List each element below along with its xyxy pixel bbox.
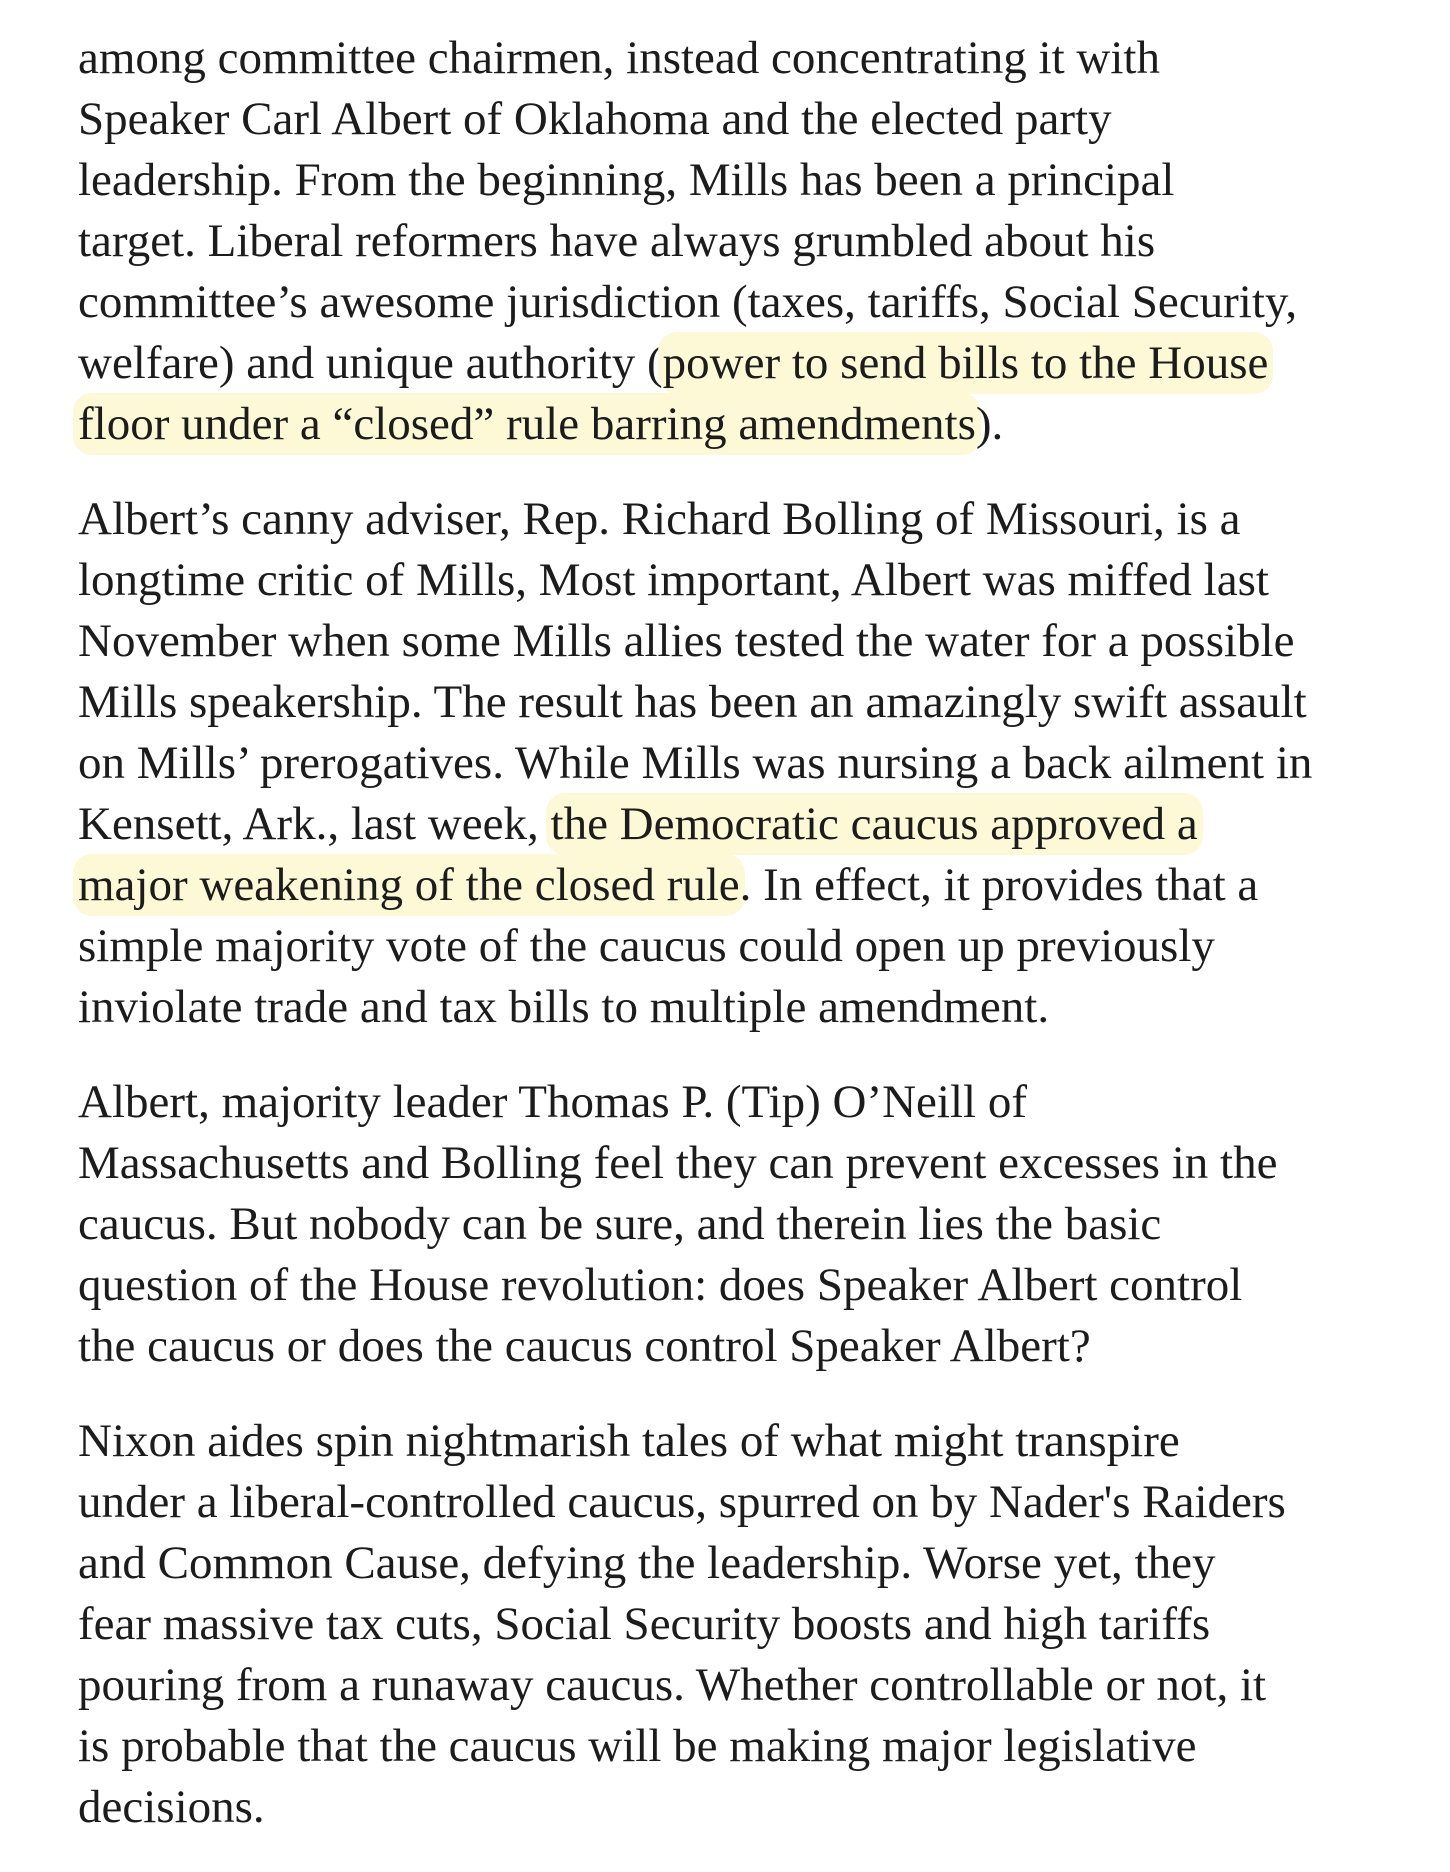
text-line: is probable that the caucus will be making major legislative	[78, 1720, 1197, 1772]
paragraph-1	[78, 28, 1418, 455]
text-line: leadership. From the beginning, Mills has been a principal	[78, 154, 1175, 206]
text-line: the caucus or does the caucus control Speaker Albert?	[78, 1320, 1091, 1372]
text-line: major weakening of the closed rule. In effect, it provides that a	[78, 859, 1259, 911]
text-line: November when some Mills allies tested the water for a possible	[78, 615, 1295, 667]
highlight-closed-rule-barring-amendments: floor under a “closed” rule barring amendments	[78, 398, 976, 450]
highlight-democratic-caucus-approved: the Democratic caucus approved a	[550, 798, 1198, 850]
text-line: pouring from a runaway caucus. Whether controllable or not, it	[78, 1659, 1267, 1711]
text-line: target. Liberal reformers have always grumbled about his	[78, 215, 1156, 267]
text-line: Kensett, Ark., last week, the Democratic caucus approved a	[78, 798, 1198, 850]
text-line: under a liberal-controlled caucus, spurred on by Nader's Raiders	[78, 1476, 1286, 1528]
text-line: committee’s awesome jurisdiction (taxes, tariffs, Social Security,	[78, 276, 1298, 328]
text-line: question of the House revolution: does Speaker Albert control	[78, 1259, 1243, 1311]
text-line: caucus. But nobody can be sure, and therein lies the basic	[78, 1198, 1162, 1250]
text-line: longtime critic of Mills, Most important, Albert was miffed last	[78, 554, 1269, 606]
text-line: Massachusetts and Bolling feel they can prevent excesses in the	[78, 1137, 1278, 1189]
document-page	[78, 28, 1418, 1872]
text-line: floor under a “closed” rule barring amendments).	[78, 398, 1004, 450]
highlight-power-to-send-bills: power to send bills to the House	[662, 337, 1269, 389]
text-line: fear massive tax cuts, Social Security boosts and high tariffs	[78, 1598, 1211, 1650]
text-line: inviolate trade and tax bills to multiple amendment.	[78, 981, 1050, 1033]
text-line: Mills speakership. The result has been an amazingly swift assault	[78, 676, 1307, 728]
text-line: on Mills’ prerogatives. While Mills was nursing a back ailment in	[78, 737, 1313, 789]
text-line: welfare) and unique authority (power to send bills to the House	[78, 337, 1269, 389]
text-line: Albert’s canny adviser, Rep. Richard Bolling of Missouri, is a	[78, 493, 1241, 545]
text-line: among committee chairmen, instead concentrating it with	[78, 32, 1160, 84]
text-line: Speaker Carl Albert of Oklahoma and the elected party	[78, 93, 1112, 145]
text-line: simple majority vote of the caucus could open up previously	[78, 920, 1215, 972]
paragraph-2	[78, 489, 1418, 1038]
text-line: Albert, majority leader Thomas P. (Tip) O’Neill of	[78, 1076, 1027, 1128]
text-line: decisions.	[78, 1781, 265, 1833]
paragraph-3	[78, 1072, 1418, 1377]
paragraph-4	[78, 1411, 1418, 1838]
text-line: Nixon aides spin nightmarish tales of what might transpire	[78, 1415, 1180, 1467]
text-line: and Common Cause, defying the leadership. Worse yet, they	[78, 1537, 1216, 1589]
highlight-weakening-of-closed-rule: major weakening of the closed rule	[78, 859, 740, 911]
